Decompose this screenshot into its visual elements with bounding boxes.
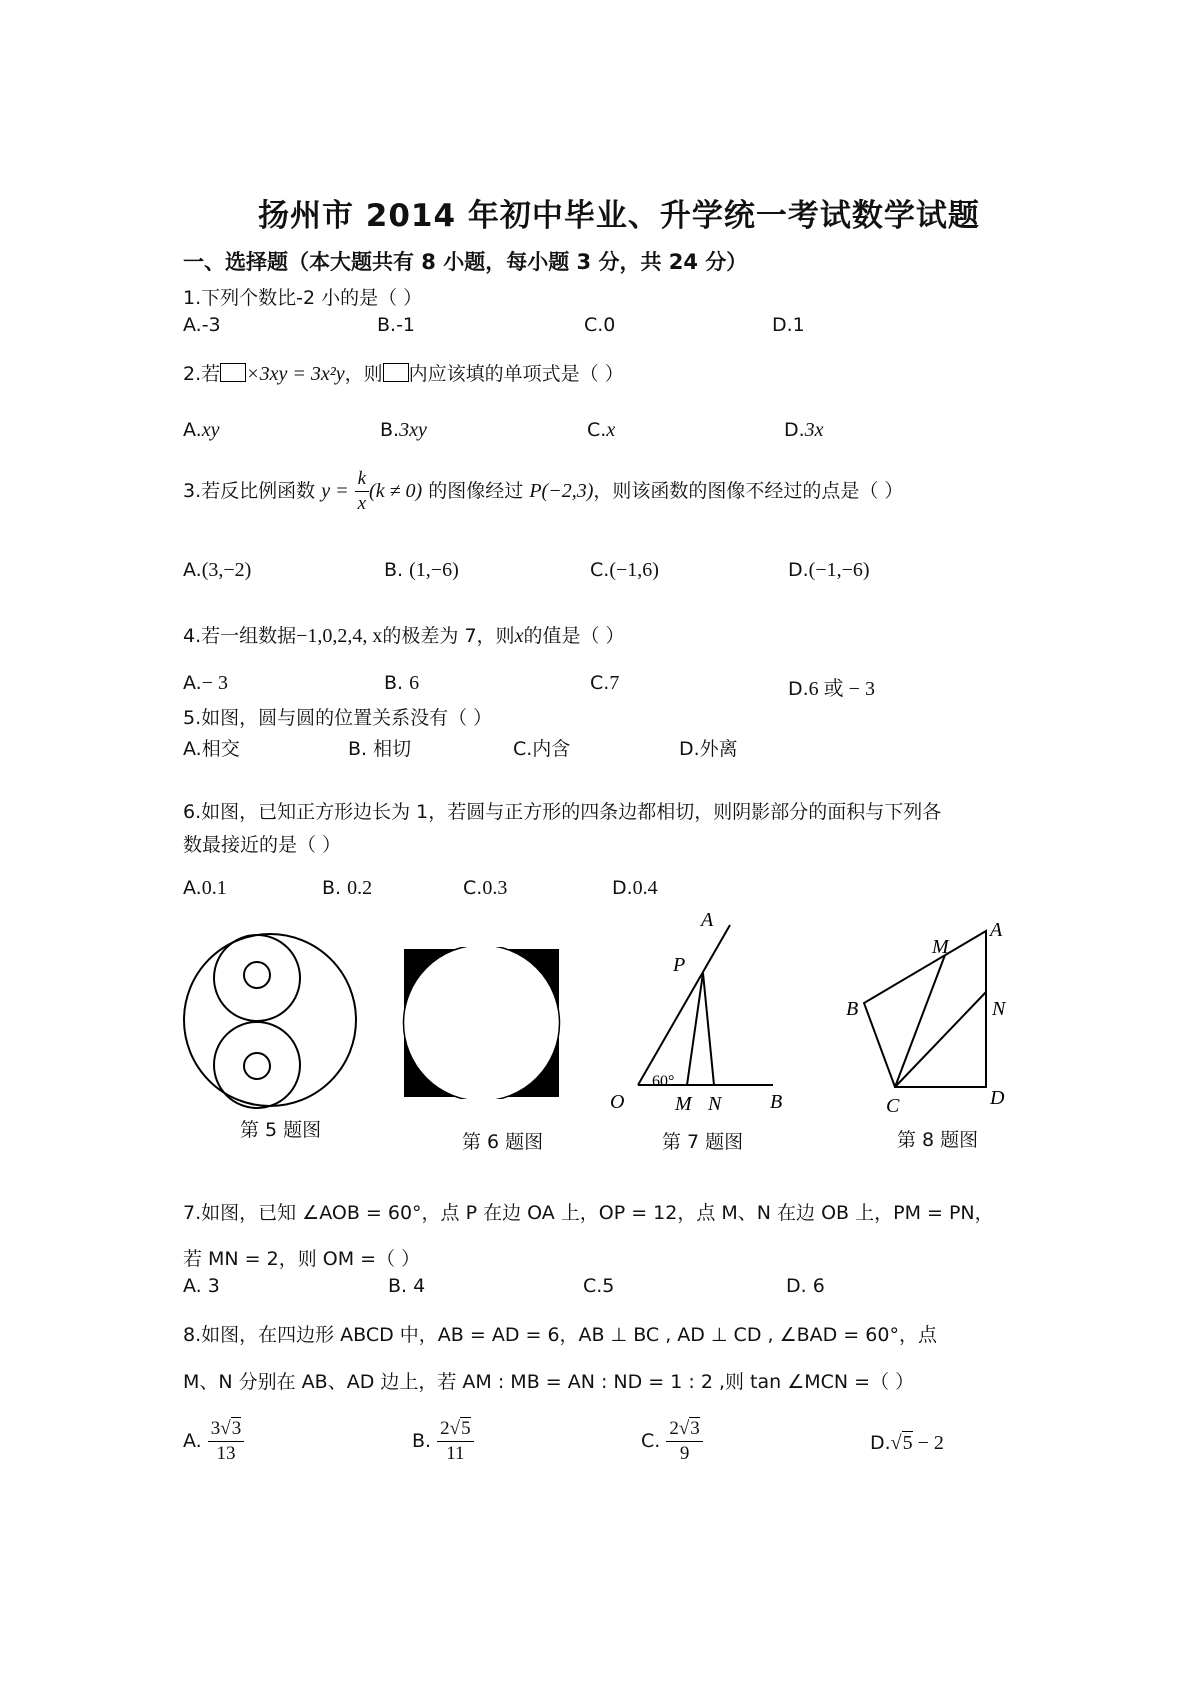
angle-label: 60°: [652, 1073, 675, 1090]
question-4: 4.若一组数据−1,0,2,4, x的极差为 7，则x的值是（ ）: [183, 625, 625, 647]
page-title: 扬州市 2014 年初中毕业、升学统一考试数学试题: [258, 198, 980, 234]
question-2: [183, 359, 624, 386]
section-heading: 一、选择题（本大题共有 8 小题，每小题 3 分，共 24 分）: [183, 250, 748, 274]
q5-option-c: C.内含: [513, 738, 571, 760]
q2-option-b: B.3xy: [380, 419, 427, 441]
q8-option-b: B. $\frac{2√5}{11}$: [412, 1417, 474, 1466]
label-a: A: [990, 919, 1003, 941]
figure-5-caption: 第 5 题图: [240, 1119, 322, 1141]
q4-data: −1,0,2,4, x: [296, 625, 383, 647]
q6-option-d: D.0.4: [612, 877, 658, 899]
q6-option-b: B. 0.2: [322, 877, 373, 899]
q3-point: P(−2,3): [529, 479, 594, 502]
q4-option-c: C.7: [590, 672, 620, 694]
question-5: 5.如图，圆与圆的位置关系没有（ ）: [183, 707, 493, 729]
q5-option-d: D.外离: [679, 738, 738, 760]
blank-box: [383, 363, 409, 382]
q2-middle: ，则: [344, 363, 383, 385]
question-6-line-1: 6.如图，已知正方形边长为 1，若圆与正方形的四条边都相切，则阴影部分的面积与下列各: [183, 801, 942, 823]
q6-option-a: A.0.1: [183, 877, 227, 899]
label-p: P: [673, 954, 686, 976]
q7-option-b: B. 4: [388, 1275, 426, 1297]
q2-option-c: C.x: [587, 419, 616, 441]
q3-option-b: B. (1,−6): [384, 559, 459, 581]
q7-option-c: C.5: [583, 1275, 615, 1297]
q5-option-a: A.相交: [183, 738, 240, 760]
figure-8-caption: 第 8 题图: [897, 1129, 979, 1151]
question-6-line-2: 数最接近的是（ ）: [183, 834, 342, 856]
question-8-line-1: 8.如图，在四边形 ABCD 中，AB = AD = 6，AB ⊥ BC , AD ⊥ CD , ∠BAD = 60°，点: [183, 1324, 937, 1346]
q3-option-d: D.(−1,−6): [788, 559, 870, 581]
label-m: M: [675, 1093, 692, 1115]
q7-option-d: D. 6: [786, 1275, 825, 1297]
q1-option-c: C.0: [584, 314, 616, 336]
label-b: B: [846, 998, 859, 1020]
q5-option-b: B. 相切: [348, 738, 412, 760]
q3-option-a: A.(3,−2): [183, 559, 252, 581]
label-a: A: [701, 909, 714, 931]
q6-option-c: C.0.3: [463, 877, 508, 899]
q8-option-d: D.√5 − 2: [870, 1432, 944, 1454]
q8-option-c: C. $\frac{2√3}{9}$: [641, 1417, 703, 1466]
q1-option-b: B.-1: [377, 314, 416, 336]
q1-option-d: D.1: [772, 314, 805, 336]
label-c: C: [886, 1095, 900, 1115]
figure-7: [600, 905, 800, 1120]
q7-option-a: A. 3: [183, 1275, 220, 1297]
label-b: B: [770, 1091, 783, 1113]
label-n: N: [708, 1093, 722, 1115]
label-m: M: [932, 936, 949, 958]
blank-box: [220, 363, 246, 382]
question-7-line-1: 7.如图，已知 ∠AOB = 60°，点 P 在边 OA 上，OP = 12，点 M、N 在边 OB 上，PM = PN，: [183, 1202, 994, 1224]
q2-suffix: 内应该填的单项式是（ ）: [408, 363, 624, 385]
question-1: 1.下列个数比-2 小的是（ ）: [183, 287, 423, 309]
q4-option-b: B. 6: [384, 672, 420, 694]
q4-option-a: A.− 3: [183, 672, 228, 694]
q4-option-d: D.6 或 − 3: [788, 678, 875, 700]
question-7-line-2: 若 MN = 2，则 OM =（ ）: [183, 1248, 421, 1270]
figure-6-caption: 第 6 题图: [462, 1131, 544, 1153]
q2-expression: ×3xy = 3x²y: [246, 363, 345, 385]
question-8-line-2: M、N 分别在 AB、AD 边上，若 AM : MB = AN : ND = 1 : 2 ,则 tan ∠MCN =（ ）: [183, 1371, 915, 1393]
label-o: O: [610, 1091, 625, 1113]
q2-option-a: A.xy: [183, 419, 220, 441]
q1-option-a: A.-3: [183, 314, 221, 336]
label-n: N: [992, 998, 1006, 1020]
q2-option-d: D.3x: [784, 419, 824, 441]
figure-5: [175, 925, 365, 1115]
label-d: D: [990, 1087, 1005, 1109]
figure-8: [838, 915, 1018, 1115]
q3-option-c: C.(−1,6): [590, 559, 659, 581]
q3-function: y =: [321, 479, 349, 502]
q2-prefix: 2.若: [183, 363, 221, 385]
figure-6: [402, 947, 562, 1099]
q8-option-a: A. $\frac{3√3}{13}$: [183, 1417, 244, 1466]
q3-fraction: $\frac{k}{x}$: [355, 467, 369, 516]
figure-7-caption: 第 7 题图: [662, 1131, 744, 1153]
question-3: 3.若反比例函数 y = $\frac{k}{x}$ (k ≠ 0) 的图像经过 P(−2,3)，则该函数的图像不经过的点是（ ）: [183, 468, 904, 514]
